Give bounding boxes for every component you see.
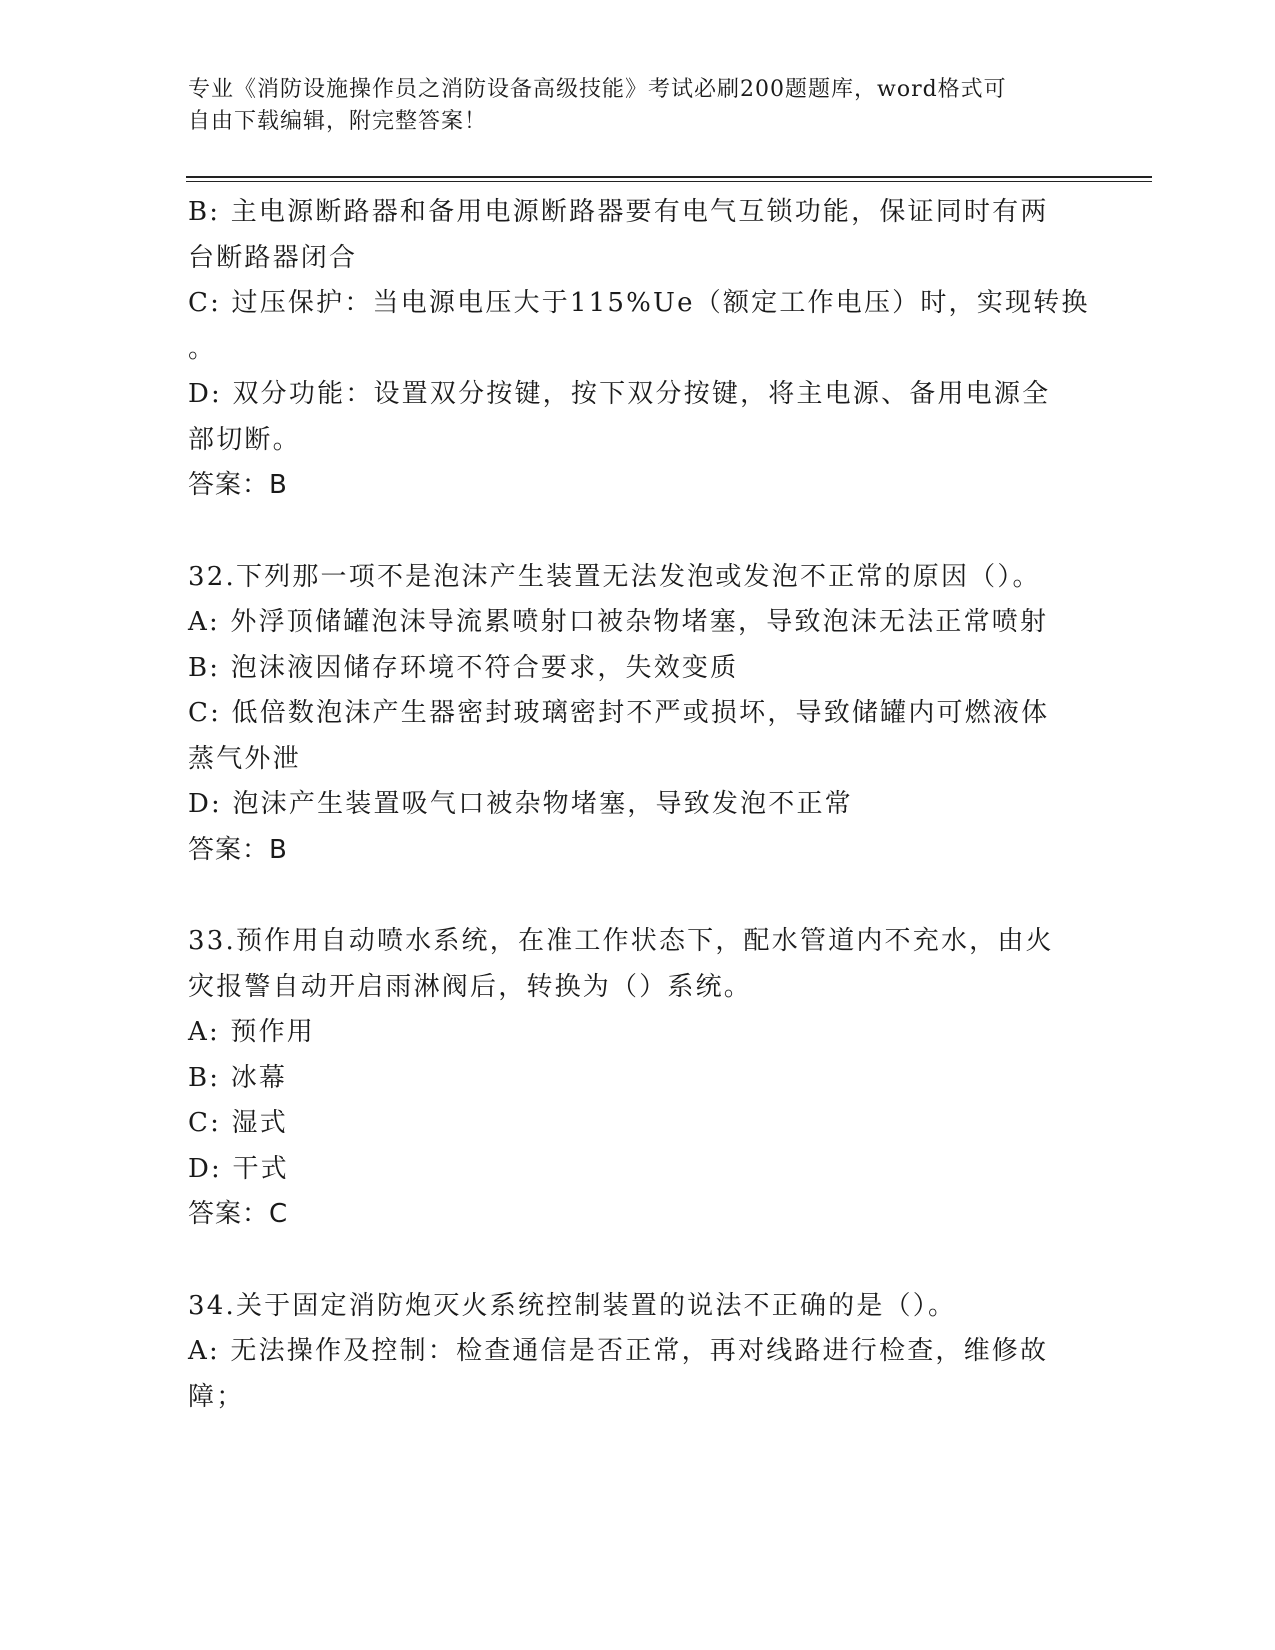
question-stem: 34.关于固定消防炮灭火系统控制装置的说法不正确的是（）。 xyxy=(188,1290,957,1321)
option-a: A: 外浮顶储罐泡沫导流累喷射口被杂物堵塞，导致泡沫无法正常喷射 xyxy=(188,607,1049,637)
option-b: B: 冰幕 xyxy=(188,1062,288,1093)
answer-32: 答案：B xyxy=(188,834,288,865)
option-d: D: 干式 xyxy=(188,1153,289,1184)
question-spacer xyxy=(188,509,1088,555)
option-a-line-1: A: 无法操作及控制：检查通信是否正常，再对线路进行检查，维修故 xyxy=(188,1336,1049,1366)
question-spacer xyxy=(188,873,1088,919)
question-33 xyxy=(188,919,1088,1238)
option-c-line-1: C: 过压保护：当电源电压大于115%Ue（额定工作电压）时，实现转换 xyxy=(188,288,1090,318)
option-c: C: 湿式 xyxy=(188,1108,288,1138)
header-divider-thick xyxy=(186,176,1152,178)
header-line-2: 自由下载编辑，附完整答案！ xyxy=(188,109,488,134)
answer-31: 答案：B xyxy=(188,470,288,500)
question-stem-line-1: 33.预作用自动喷水系统，在准工作状态下，配水管道内不充水，由火 xyxy=(188,926,1054,956)
question-stem-line-2: 灾报警自动开启雨淋阀后，转换为（）系统。 xyxy=(188,971,753,1002)
question-stem: 32.下列那一项不是泡沫产生装置无法发泡或发泡不正常的原因（）。 xyxy=(188,561,1041,592)
question-spacer xyxy=(188,1238,1088,1284)
option-d-line-1: D: 双分功能：设置双分按键，按下双分按键，将主电源、备用电源全 xyxy=(188,379,1051,409)
header-divider-thin xyxy=(186,181,1152,182)
option-b: B: 泡沫液因储存环境不符合要求，失效变质 xyxy=(188,652,739,683)
option-d-line-2: 部切断。 xyxy=(188,424,301,455)
option-b-line-2: 台断路器闭合 xyxy=(188,242,358,273)
option-b-line-1: B: 主电源断路器和备用电源断路器要有电气互锁功能，保证同时有两 xyxy=(188,197,1049,227)
option-c-line-2: 。 xyxy=(188,333,217,364)
header-line-1: 专业《消防设施操作员之消防设备高级技能》考试必刷200题题库，word格式可 xyxy=(188,77,1007,102)
question-34 xyxy=(188,1284,1088,1421)
question-31-continued xyxy=(188,190,1088,509)
option-a: A: 预作用 xyxy=(188,1017,316,1047)
option-a-line-2: 障； xyxy=(188,1381,245,1412)
option-d: D: 泡沫产生装置吸气口被杂物堵塞，导致发泡不正常 xyxy=(188,789,853,819)
option-c-line-1: C: 低倍数泡沫产生器密封玻璃密封不严或损坏，导致储罐内可燃液体 xyxy=(188,698,1050,728)
option-c-line-2: 蒸气外泄 xyxy=(188,743,301,774)
document-header xyxy=(188,74,1088,138)
document-body xyxy=(188,190,1088,1420)
question-32 xyxy=(188,555,1088,874)
answer-33: 答案：C xyxy=(188,1199,289,1229)
